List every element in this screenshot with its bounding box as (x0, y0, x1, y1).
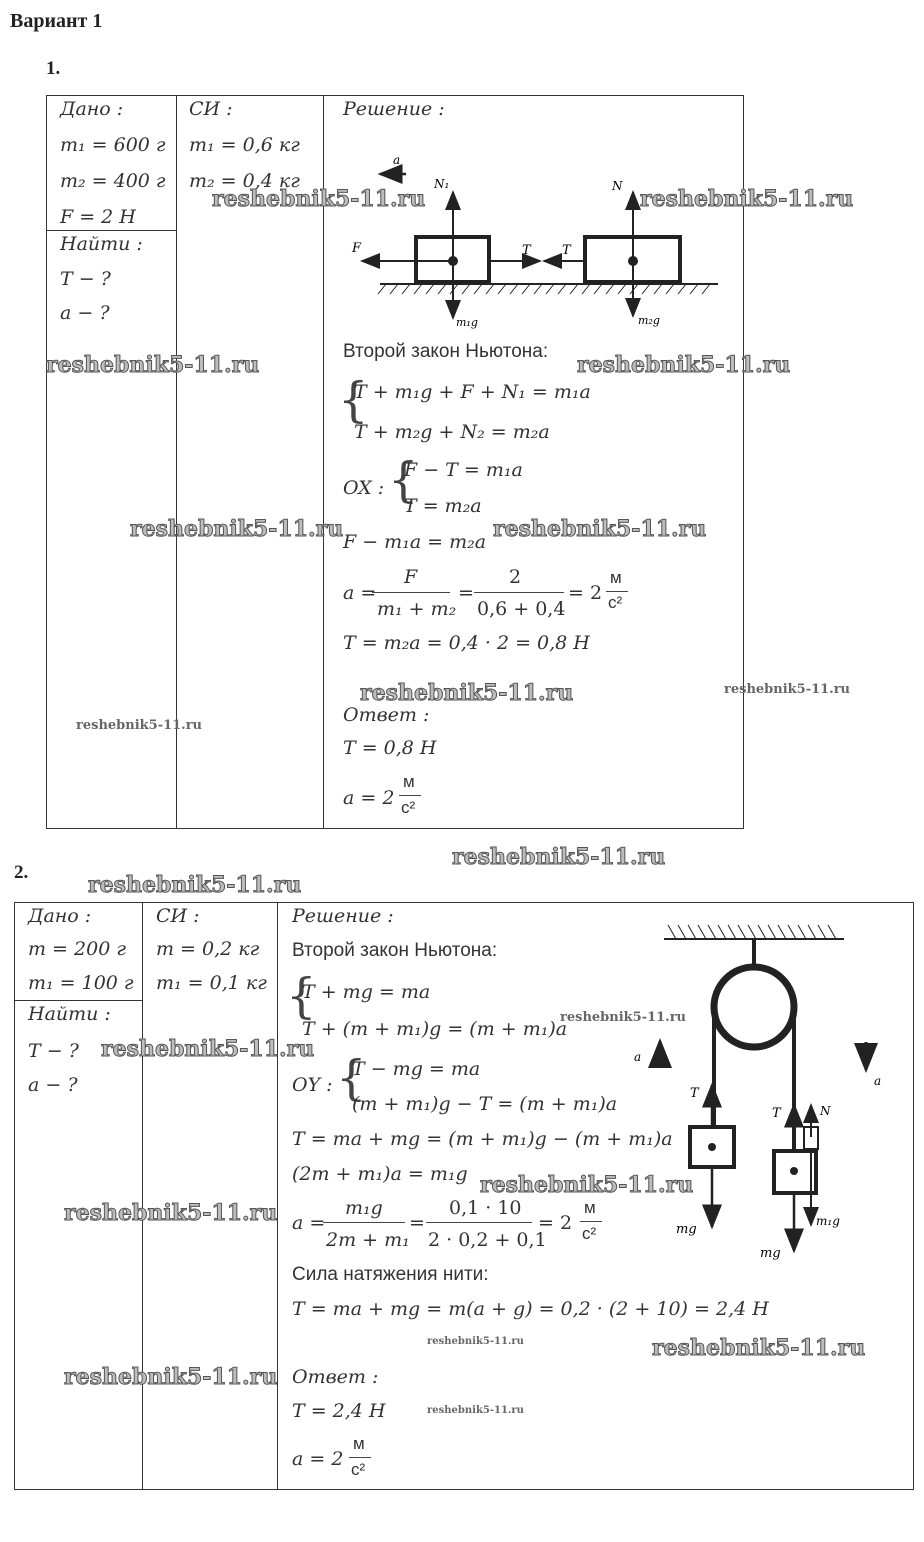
p2-frac2-bar (426, 1222, 532, 1223)
p1-label-f: F (352, 241, 362, 256)
p1-frac1-den: m₁ + m₂ (377, 598, 457, 620)
p1-answer-a: a = 2 (343, 787, 395, 809)
watermark: reshebnik5-11.ru (212, 186, 426, 212)
p2-unit-num: м (584, 1198, 596, 1217)
p1-label-n1: N₁ (434, 177, 450, 191)
p1-eq-sign: = (458, 582, 474, 604)
watermark: reshebnik5-11.ru (640, 186, 854, 212)
p2-given-header: Дано : (28, 905, 92, 927)
p2-a-value: = 2 (538, 1212, 573, 1234)
p1-frac1-num: F (404, 566, 418, 588)
p1-ox-label: OX : (343, 477, 385, 499)
p1-find-header: Найти : (60, 233, 143, 255)
p2-find-header: Найти : (28, 1003, 111, 1025)
p1-a-equals: a = (343, 582, 377, 604)
p2-unit-den: с² (582, 1224, 597, 1243)
p2-given-divider (14, 1000, 143, 1001)
p1-label-m1g: m₁g (456, 316, 478, 329)
watermark: reshebnik5-11.ru (101, 1036, 315, 1062)
p2-a-equals: a = (292, 1212, 326, 1234)
watermark: reshebnik5-11.ru (493, 516, 707, 542)
watermark: reshebnik5-11.ru (560, 1010, 687, 1025)
p2-frac2-num: 0,1 · 10 (449, 1197, 522, 1219)
p2-label-n: N (820, 1104, 831, 1118)
watermark: reshebnik5-11.ru (577, 352, 791, 378)
p2-eq-tension-1: T = ma + mg = (m + m₁)g − (m + m₁)a (292, 1128, 673, 1150)
p2-given-line: m = 200 г (28, 938, 126, 960)
p1-given-line: F = 2 Н (60, 206, 136, 228)
p1-frac2-den: 0,6 + 0,4 (477, 598, 566, 620)
p2-divider-2 (277, 902, 278, 1489)
p2-eq-vector-1: T + mg = ma (302, 981, 431, 1003)
p1-a-value: = 2 (568, 582, 603, 604)
p1-answer-unit-bar (399, 795, 421, 796)
p1-find-line: T − ? (60, 268, 111, 290)
p2-answer-a: a = 2 (292, 1448, 344, 1470)
watermark: reshebnik5-11.ru (427, 1336, 524, 1347)
watermark: reshebnik5-11.ru (46, 352, 260, 378)
p1-eq-tension: T = m₂a = 0,4 · 2 = 0,8 Н (343, 632, 590, 654)
p1-unit-den: с² (608, 593, 623, 612)
p2-eq-sign: = (409, 1212, 425, 1234)
p1-eq-ox-2: T = m₂a (404, 495, 482, 517)
p2-newton-law: Второй закон Ньютона: (292, 940, 498, 961)
p1-answer-header: Ответ : (343, 704, 430, 726)
p2-pulley-diagram (620, 915, 890, 1270)
p1-given-divider (46, 230, 177, 231)
p1-answer-unit-num: м (403, 772, 415, 791)
p1-label-t: T (522, 243, 531, 258)
p2-eq-oy-1: T − mg = ma (352, 1058, 481, 1080)
p2-si-line: m₁ = 0,1 кг (156, 972, 267, 994)
p1-newton-law: Второй закон Ньютона: (343, 341, 549, 362)
p1-eq-vector-1: T + m₁g + F + N₁ = m₁a (354, 381, 591, 403)
p1-frac2-num: 2 (509, 566, 522, 588)
p2-label-t-left: T (690, 1086, 699, 1101)
watermark: reshebnik5-11.ru (480, 1172, 694, 1198)
p1-si-header: СИ : (189, 98, 233, 120)
p1-frac1-bar (372, 592, 450, 593)
p2-label-a-up: a (634, 1050, 642, 1064)
p2-frac1-num: m₁g (345, 1197, 383, 1219)
p1-si-line: m₂ = 0,4 кг (189, 170, 300, 192)
p2-answer-header: Ответ : (292, 1366, 379, 1388)
p2-divider-1 (142, 902, 143, 1489)
watermark: reshebnik5-11.ru (64, 1200, 278, 1226)
p1-answer-unit-den: с² (401, 798, 416, 817)
p2-answer-t: T = 2,4 Н (292, 1400, 386, 1422)
p2-frac2-den: 2 · 0,2 + 0,1 (428, 1229, 547, 1251)
p2-given-line: m₁ = 100 г (28, 972, 134, 994)
p2-answer-unit-bar (349, 1457, 371, 1458)
watermark: reshebnik5-11.ru (360, 680, 574, 706)
p2-frac1-den: 2m + m₁ (326, 1229, 410, 1251)
p2-find-line: a − ? (28, 1074, 78, 1096)
p1-ox-brace: { (388, 452, 419, 508)
p2-eq-oy-2: (m + m₁)g − T = (m + m₁)a (352, 1093, 618, 1115)
watermark: reshebnik5-11.ru (130, 516, 344, 542)
p2-find-line: T − ? (28, 1040, 79, 1062)
p1-given-line: m₁ = 600 г (60, 134, 166, 156)
p2-eq-vector-2: T + (m + m₁)g = (m + m₁)a (302, 1018, 568, 1040)
p2-system-brace: { (286, 968, 317, 1024)
p1-given-line: m₂ = 400 г (60, 170, 166, 192)
p2-oy-brace: { (336, 1050, 367, 1106)
p1-frac2-bar (474, 592, 564, 593)
p1-label-n: N (612, 179, 623, 193)
p1-find-line: a − ? (60, 302, 110, 324)
watermark: reshebnik5-11.ru (64, 1364, 278, 1390)
watermark: reshebnik5-11.ru (76, 718, 203, 733)
watermark: reshebnik5-11.ru (724, 682, 851, 697)
p2-si-header: СИ : (156, 905, 200, 927)
p1-eq-ox-1: F − T = m₁a (404, 459, 523, 481)
p1-label-t2: T (562, 243, 571, 258)
p2-label-mg-right: mg (760, 1246, 781, 1261)
p2-tension-heading: Сила натяжения нити: (292, 1264, 489, 1285)
p1-unit-bar (606, 591, 628, 592)
p1-si-line: m₁ = 0,6 кг (189, 134, 300, 156)
p1-eq-combined: F − m₁a = m₂a (343, 531, 487, 553)
watermark: reshebnik5-11.ru (652, 1335, 866, 1361)
p2-si-line: m = 0,2 кг (156, 938, 260, 960)
p1-answer-t: T = 0,8 Н (343, 737, 437, 759)
p1-given-header: Дано : (60, 98, 124, 120)
p2-solution-header: Решение : (292, 905, 394, 927)
p1-blocks-diagram (340, 148, 730, 338)
watermark: reshebnik5-11.ru (88, 872, 302, 898)
p2-eq-tension-2: T = ma + mg = m(a + g) = 0,2 · (2 + 10) = 2,4 Н (292, 1298, 769, 1320)
p1-label-a: a (393, 153, 401, 167)
p2-eq-accel: (2m + m₁)a = m₁g (292, 1163, 468, 1185)
page-heading: Вариант 1 (10, 10, 103, 32)
p2-frac1-bar (323, 1222, 405, 1223)
p2-answer-unit-den: с² (351, 1460, 366, 1479)
watermark: reshebnik5-11.ru (452, 844, 666, 870)
p2-label-a-down: a (874, 1074, 882, 1088)
p2-label-mg-left: mg (676, 1222, 697, 1237)
p1-system-brace: { (338, 372, 369, 428)
p1-eq-vector-2: T + m₂g + N₂ = m₂a (354, 421, 550, 443)
problem-2-number: 2. (14, 862, 29, 883)
p1-label-m2g: m₂g (638, 314, 660, 327)
p1-unit-num: м (610, 568, 622, 587)
p2-label-t-right: T (772, 1106, 781, 1121)
p2-unit-bar (580, 1221, 602, 1222)
p2-label-m1g: m₁g (816, 1214, 840, 1228)
problem-1-number: 1. (46, 58, 61, 79)
p2-answer-unit-num: м (353, 1434, 365, 1453)
watermark: reshebnik5-11.ru (427, 1405, 524, 1416)
p1-solution-header: Решение : (343, 98, 445, 120)
p2-oy-label: OY : (292, 1074, 333, 1096)
